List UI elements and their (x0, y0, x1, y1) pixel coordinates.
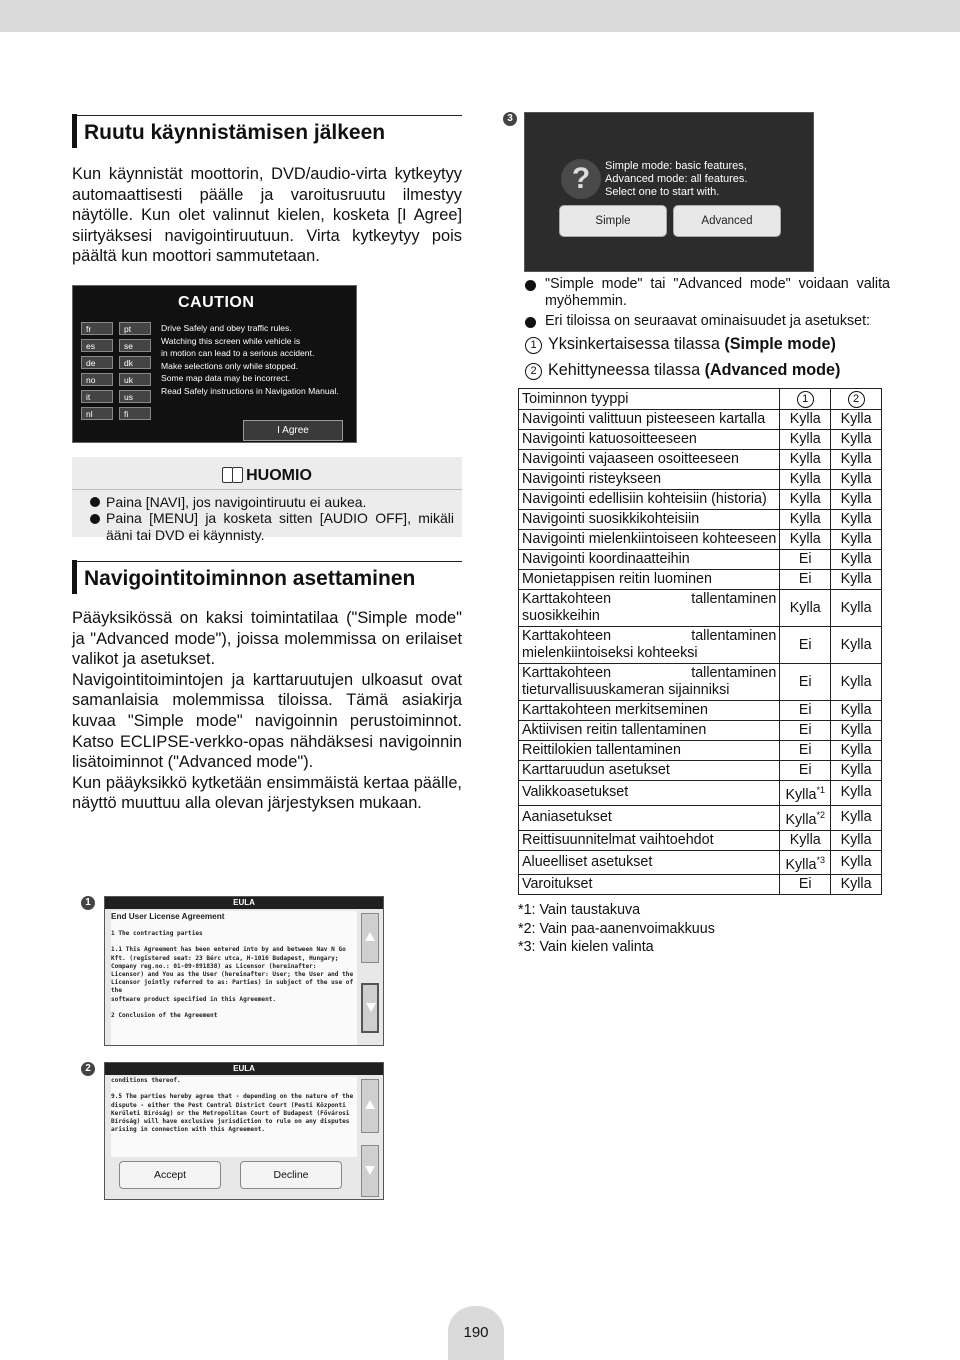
step-marker-1: 1 (81, 896, 95, 910)
table-row (519, 701, 882, 721)
language-button-fi[interactable]: fi (119, 407, 151, 420)
value-text: Kylla (789, 411, 821, 427)
eula-line: arising in connection with this Agreement. (111, 1126, 266, 1134)
advanced-mode-value: Kylla (831, 550, 882, 570)
caution-line: Read Safely instructions in Navigation Manual. (161, 385, 339, 396)
top-bar (0, 0, 960, 32)
language-button-us[interactable]: us (119, 390, 151, 403)
feature-name: Navigointi koordinaatteihin (519, 550, 780, 570)
table-row (519, 875, 882, 895)
feature-name: Reittilokien tallentaminen (519, 741, 780, 761)
intro-paragraph (72, 164, 462, 267)
eula-line: Company reg.no.: 01-09-891838) as Licensor (hereinafter: (111, 962, 317, 970)
circled-number: 2 (848, 391, 865, 408)
table-row (519, 510, 882, 530)
simple-mode-value (780, 721, 831, 741)
scroll-up-button[interactable] (361, 1079, 379, 1133)
eula-line: 1 The contracting parties (111, 930, 203, 937)
section-title: Navigointitoiminnon asettaminen (84, 566, 416, 590)
footnote: *2: Vain paa-aanenvoimakkuus (518, 920, 715, 937)
advanced-mode-value: Kylla (831, 510, 882, 530)
table-row (519, 590, 882, 627)
table-row (519, 530, 882, 550)
i-agree-button[interactable]: I Agree (243, 420, 343, 441)
page-number: 190 (448, 1306, 504, 1360)
table-row (519, 850, 882, 875)
language-button-it[interactable]: it (81, 390, 113, 403)
value-text: Ei (798, 762, 812, 778)
mode-label: Kehittyneessa tilassa (548, 361, 701, 379)
eula-screenshot-1 (104, 896, 384, 1046)
feature-name: Varoitukset (519, 875, 780, 895)
header-col-1 (780, 389, 831, 410)
feature-name: Alueelliset asetukset (519, 850, 780, 875)
feature-name: Navigointi risteykseen (519, 470, 780, 490)
advanced-mode-value: Kylla (831, 450, 882, 470)
book-icon (222, 467, 244, 483)
simple-mode-value (780, 430, 831, 450)
mode-bullets (518, 276, 890, 330)
table-header-row (519, 389, 882, 410)
advanced-mode-value: Kylla (831, 701, 882, 721)
eula-line: conditions thereof. (111, 1077, 181, 1084)
decline-button[interactable]: Decline (240, 1161, 342, 1189)
language-button-fr[interactable]: fr (81, 322, 113, 335)
advanced-mode-value: Kylla (831, 741, 882, 761)
simple-mode-value (780, 490, 831, 510)
simple-mode-value (780, 510, 831, 530)
feature-name: Navigointi mielenkiintoiseen kohteeseen (519, 530, 780, 550)
value-text: Kylla (785, 856, 817, 873)
simple-mode-value (780, 627, 831, 664)
feature-name: Aaniasetukset (519, 805, 780, 830)
question-icon: ? (561, 159, 601, 199)
eula-text-area (111, 911, 357, 1046)
table-row (519, 410, 882, 430)
caution-screenshot (72, 285, 357, 443)
caution-line: Drive Safely and obey traffic rules. (161, 322, 292, 333)
scroll-down-button[interactable] (361, 1145, 379, 1197)
paragraph-text: Kun pääyksikkö kytketään ensimmäistä kertaa päälle, näyttö muuttuu alla olevan järjestyksen mukaan. (72, 773, 462, 813)
footnote: *3: Vain kielen valinta (518, 939, 654, 956)
simple-mode-value (780, 761, 831, 781)
mode-item-advanced (518, 358, 890, 382)
table-row (519, 450, 882, 470)
paragraph-text: Pääyksikössä on kaksi toimintatilaa ("Simple mode" ja "Advanced mode"), joissa molemmissa on erilaiset valikot ja asetukset. (72, 608, 462, 669)
value-text: Kylla (789, 471, 821, 487)
circled-number: 1 (525, 337, 542, 354)
value-text: Ei (798, 722, 812, 738)
mode-name: (Advanced mode) (704, 361, 841, 379)
simple-mode-value (780, 570, 831, 590)
advanced-mode-value: Kylla (831, 830, 882, 850)
language-button-de[interactable]: de (81, 356, 113, 369)
feature-name: Karttakohteen tallentaminen mielenkiintoiseksi kohteeksi (519, 627, 780, 664)
simple-mode-value (780, 741, 831, 761)
language-button-es[interactable]: es (81, 339, 113, 352)
footnote-ref: *2 (816, 809, 825, 820)
advanced-mode-value: Kylla (831, 664, 882, 701)
mode-line: Simple mode: basic features, (605, 160, 747, 172)
section-title: Ruutu käynnistämisen jälkeen (84, 121, 386, 144)
eula-line: 2 Conclusion of the Agreement (111, 1012, 218, 1019)
paragraph-text: Navigointitoimintojen ja karttaruutujen ulkoasut ovat samanlaisia molemmissa tiloissa. Tämä asiakirja kuvaa "Simple mode" navigoinnin perustoiminnot. Katso ECLIPSE-verkko-opas nähdäksesi navigoinnin lisätoiminnot ("Advanced mode"). (72, 670, 462, 772)
eula-line: dispute - either the Pest Central District Court (Pesti Központi (111, 1101, 346, 1109)
caution-line: Make selections only while stopped. (161, 360, 299, 371)
eula-line: Bíróság) will have exclusive jurisdiction to rule on any disputes (111, 1118, 350, 1125)
value-text: Kylla (789, 451, 821, 467)
table-row (519, 570, 882, 590)
step-marker-2: 2 (81, 1062, 95, 1076)
value-text: Ei (798, 636, 812, 653)
advanced-mode-value: Kylla (831, 430, 882, 450)
simple-mode-value (780, 530, 831, 550)
table-row (519, 805, 882, 830)
arrow-down-icon (365, 1166, 375, 1175)
arrow-up-icon (365, 1100, 375, 1109)
language-button-se[interactable]: se (119, 339, 151, 352)
advanced-mode-value: Kylla (831, 761, 882, 781)
eula-line: Kerületi Bíróság) or the Metropolitan Court of Budapest (Fővárosi (111, 1109, 350, 1117)
note-heading-text: HUOMIO (246, 466, 312, 484)
simple-mode-value (780, 410, 831, 430)
table-row (519, 470, 882, 490)
value-text: Ei (798, 702, 812, 718)
value-text: Kylla (789, 511, 821, 527)
language-button-no[interactable]: no (81, 373, 113, 386)
note-bullet: Paina [MENU] ja kosketa sitten [AUDIO OFF], mikäli ääni tai DVD ei käynnisty. (80, 510, 454, 543)
table-row (519, 741, 882, 761)
value-text: Ei (798, 673, 812, 690)
advanced-mode-value: Kylla (831, 875, 882, 895)
note-box (72, 457, 462, 543)
step-marker-3: 3 (503, 112, 517, 126)
value-text: Kylla (789, 491, 821, 507)
mode-select-screenshot (524, 112, 814, 272)
mode-label: Yksinkertaisessa tilassa (548, 335, 720, 353)
simple-mode-value (780, 875, 831, 895)
advanced-mode-value: Kylla (831, 490, 882, 510)
section2-body (72, 608, 462, 814)
eula-line (111, 1004, 357, 1012)
eula-text-area (111, 1077, 357, 1157)
simple-mode-value (780, 850, 831, 875)
table-row (519, 721, 882, 741)
value-text: Ei (798, 551, 812, 567)
mode-list (518, 332, 890, 382)
eula-lines (111, 1077, 357, 1134)
mode-item-simple (518, 332, 890, 356)
header-type: Toiminnon tyyppi (519, 389, 780, 410)
advanced-mode-value: Kylla (831, 781, 882, 806)
footnote: *1: Vain taustakuva (518, 902, 641, 919)
feature-name: Karttakohteen tallentaminen suosikkeihin (519, 590, 780, 627)
simple-mode-value (780, 701, 831, 721)
table-row (519, 490, 882, 510)
simple-mode-value (780, 830, 831, 850)
eula-line: Kft. (registered seat: 23 Bérc utca, H-1016 Budapest, Hungary; (111, 954, 339, 962)
value-text: Ei (798, 571, 812, 587)
feature-name: Navigointi suosikkikohteisiin (519, 510, 780, 530)
simple-mode-value (780, 450, 831, 470)
circled-number: 1 (797, 391, 814, 408)
value-text: Kylla (785, 786, 817, 803)
arrow-down-icon (366, 1003, 376, 1012)
advanced-mode-value: Kylla (831, 470, 882, 490)
value-text: Kylla (789, 831, 821, 848)
simple-mode-value (780, 805, 831, 830)
advanced-mode-value: Kylla (831, 721, 882, 741)
feature-name: Karttakohteen merkitseminen (519, 701, 780, 721)
note-bullet: Paina [NAVI], jos navigointiruutu ei aukea. (80, 494, 454, 511)
simple-mode-value (780, 470, 831, 490)
caution-line: in motion can lead to a serious accident. (161, 348, 315, 359)
table-row (519, 430, 882, 450)
eula-lines (111, 930, 357, 1020)
caution-title: CAUTION (178, 293, 255, 311)
paragraph-text: Kun käynnistät moottorin, DVD/audio-virta kytkeytyy automaattisesti päälle ja varoitusruutu ilmestyy näytölle. Kun olet valinnut kielen, kosketa [I Agree] siirtyäksesi navigointiruutuun. Virta kytkeytyy pois päältä kun moottori sammutetaan. (72, 165, 462, 266)
feature-name: Karttakohteen tallentaminen tieturvallisuuskameran sijainniksi (519, 664, 780, 701)
value-text: Kylla (789, 431, 821, 447)
table-row (519, 627, 882, 664)
table-row (519, 761, 882, 781)
scroll-down-button[interactable] (361, 983, 379, 1033)
eula-line: 9.5 The parties hereby agree that - depending on the nature of the (111, 1093, 354, 1101)
language-button-pt[interactable]: pt (119, 322, 151, 335)
eula-line: 1.1 This Agreement has been entered into by and between Nav N Go (111, 946, 346, 954)
advanced-button[interactable]: Advanced (673, 205, 781, 237)
footnote-ref: *3 (816, 854, 825, 865)
table-row (519, 781, 882, 806)
value-text: Kylla (789, 531, 821, 547)
language-button-dk[interactable]: dk (119, 356, 151, 369)
arrow-up-icon (365, 932, 375, 941)
eula-line: Licensor jointly referred to as: Parties) in subject of the use of the (111, 979, 354, 995)
section-heading (72, 115, 462, 150)
eula-header: EULA (105, 897, 383, 909)
caution-line: Watching this screen while vehicle is (161, 335, 301, 346)
right-column (518, 110, 890, 957)
eula-header: EULA (105, 1063, 383, 1075)
advanced-mode-value: Kylla (831, 850, 882, 875)
scroll-up-button[interactable] (361, 913, 379, 963)
feature-name: Valikkoasetukset (519, 781, 780, 806)
simple-mode-value (780, 550, 831, 570)
mode-line: Select one to start with. (605, 186, 720, 198)
table-row (519, 830, 882, 850)
simple-mode-value (780, 664, 831, 701)
footnote-ref: *1 (816, 785, 825, 795)
eula-line: Licensor) and You as the User (hereinafter: User; the User and the (111, 971, 354, 978)
feature-name: Karttaruudun asetukset (519, 761, 780, 781)
feature-name: Navigointi katuosoitteeseen (519, 430, 780, 450)
note-heading (72, 463, 462, 490)
language-button-uk[interactable]: uk (119, 373, 151, 386)
left-column (72, 115, 462, 814)
value-text: Ei (798, 742, 812, 758)
caution-line: Some map data may be incorrect. (161, 373, 290, 384)
table-row (519, 664, 882, 701)
table-row (519, 550, 882, 570)
eula-screenshot-2 (104, 1062, 384, 1200)
simple-button[interactable]: Simple (559, 205, 667, 237)
value-text: Kylla (789, 599, 821, 616)
advanced-mode-value: Kylla (831, 805, 882, 830)
advanced-mode-value: Kylla (831, 410, 882, 430)
mode-name: (Simple mode) (724, 335, 836, 353)
feature-name: Monietappisen reitin luominen (519, 570, 780, 590)
header-col-2 (831, 389, 882, 410)
simple-mode-value (780, 590, 831, 627)
footnotes (518, 901, 890, 957)
value-text: Ei (798, 876, 812, 893)
accept-button[interactable]: Accept (119, 1161, 221, 1189)
feature-name: Navigointi edellisiin kohteisiin (historia) (519, 490, 780, 510)
advanced-mode-value: Kylla (831, 570, 882, 590)
feature-name: Reittisuunnitelmat vaihtoehdot (519, 830, 780, 850)
feature-table (518, 388, 882, 895)
bullet-item: "Simple mode" tai "Advanced mode" voidaan valita myöhemmin. (518, 276, 890, 310)
feature-name: Aktiivisen reitin tallentaminen (519, 721, 780, 741)
mode-line: Advanced mode: all features. (605, 173, 748, 185)
language-button-nl[interactable]: nl (81, 407, 113, 420)
eula-title: End User License Agreement (111, 912, 225, 921)
value-text: Kylla (785, 811, 817, 828)
circled-number: 2 (525, 363, 542, 380)
advanced-mode-value: Kylla (831, 590, 882, 627)
bullet-item: Eri tiloissa on seuraavat ominaisuudet ja asetukset: (518, 313, 890, 330)
feature-name: Navigointi valittuun pisteeseen kartalla (519, 410, 780, 430)
feature-name: Navigointi vajaaseen osoitteeseen (519, 450, 780, 470)
simple-mode-value (780, 781, 831, 806)
eula-line: software product specified in this Agreement. (111, 995, 277, 1003)
advanced-mode-value: Kylla (831, 530, 882, 550)
section-heading (72, 561, 462, 596)
advanced-mode-value: Kylla (831, 627, 882, 664)
